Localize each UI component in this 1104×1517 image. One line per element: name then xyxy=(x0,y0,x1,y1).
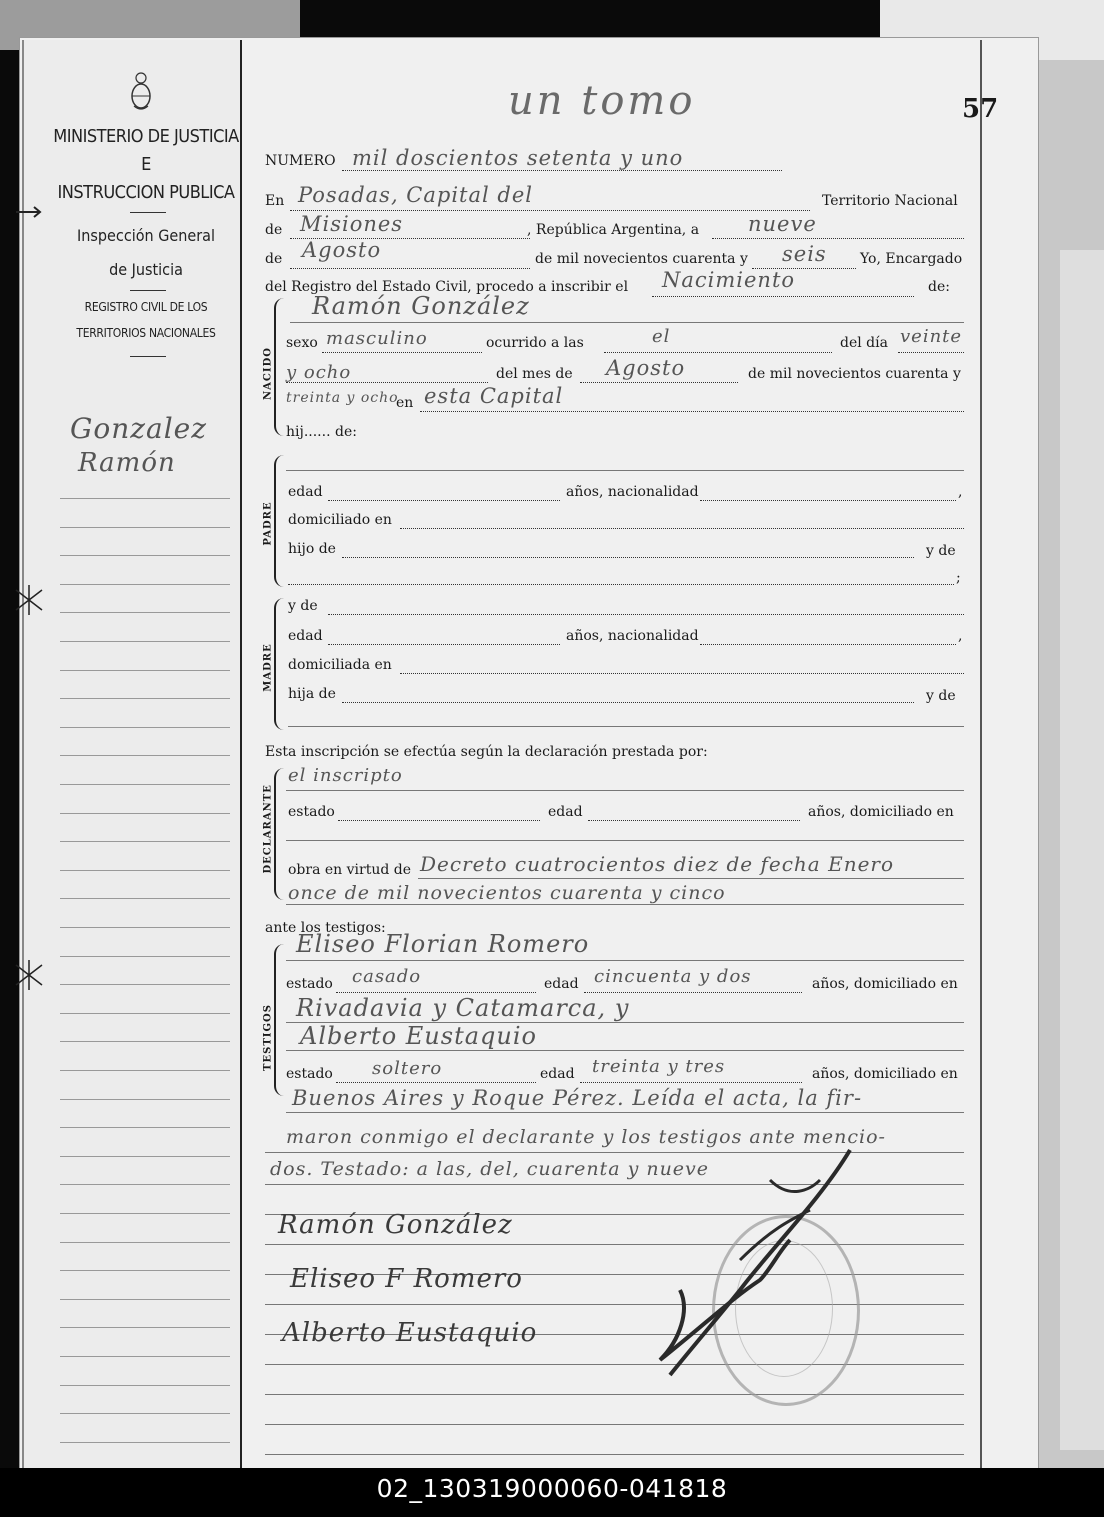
label-numero: NUMERO xyxy=(265,153,336,169)
column-divider xyxy=(240,40,242,1468)
hw-t2-dom: Buenos Aires y Roque Pérez. Leída el acta, la fir- xyxy=(292,1086,863,1110)
blank-line xyxy=(290,268,530,269)
margin-rule xyxy=(60,1013,230,1014)
blank-line xyxy=(342,702,914,703)
hw-obra-2: once de mil novecientos cuarenta y cinco xyxy=(288,882,726,904)
label-ocurrido: ocurrido a las xyxy=(486,335,584,351)
header-divider xyxy=(130,212,166,213)
section-brace xyxy=(274,455,286,587)
hw-mes: Agosto xyxy=(302,238,382,262)
hw-dia-nac-2: y ocho xyxy=(286,362,352,383)
label-anos-nac-madre: años, nacionalidad xyxy=(566,628,699,644)
blank-line xyxy=(322,352,482,353)
rule-line xyxy=(286,840,964,841)
label-en: En xyxy=(265,193,285,209)
label-ante: ante los testigos: xyxy=(265,920,386,936)
margin-rule xyxy=(60,1184,230,1185)
inspection-title: Inspección General xyxy=(77,226,215,245)
signature-rule xyxy=(265,1424,964,1425)
rule-line xyxy=(286,904,964,905)
margin-rule xyxy=(60,1041,230,1042)
top-scrawl: un tomo xyxy=(508,78,696,124)
rule-line xyxy=(286,470,964,471)
section-brace xyxy=(274,768,286,900)
margin-rule xyxy=(60,555,230,556)
label-domiciliada: domiciliada en xyxy=(288,657,392,673)
hw-acto: Nacimiento xyxy=(662,268,796,292)
signature-rule xyxy=(265,1394,964,1395)
label-hij-de: hij...... de: xyxy=(286,424,357,440)
label-anos-nac: años, nacionalidad xyxy=(566,484,699,500)
margin-rule xyxy=(60,870,230,871)
margin-rule xyxy=(60,527,230,528)
margin-rule xyxy=(60,755,230,756)
margin-given-name: Ramón xyxy=(78,448,176,478)
label-y-de: y de xyxy=(926,543,956,559)
blank-line xyxy=(338,820,540,821)
hw-t1-estado: casado xyxy=(352,966,422,987)
blank-line xyxy=(286,382,488,383)
section-label-padre: PADRE xyxy=(262,501,274,546)
binder-ring-icon xyxy=(14,205,44,219)
margin-rule xyxy=(60,1213,230,1214)
margin-surname: Gonzalez xyxy=(70,412,207,445)
hw-hora: el xyxy=(652,326,671,347)
section-brace xyxy=(274,598,286,730)
ministry-subtitle: INSTRUCCION PUBLICA xyxy=(57,182,235,203)
label-sexo: sexo xyxy=(286,335,318,351)
hw-dia: nueve xyxy=(748,212,817,236)
margin-rule xyxy=(60,612,230,613)
blank-line xyxy=(588,820,800,821)
hw-testigo1: Eliseo Florian Romero xyxy=(296,930,590,958)
label-anos-dom-t1: años, domiciliado en xyxy=(812,976,958,992)
margin-rule xyxy=(60,1270,230,1271)
signature-rule xyxy=(265,1454,964,1455)
label-edad-decl: edad xyxy=(548,804,583,820)
label-yo-encargado: Yo, Encargado xyxy=(860,251,963,267)
hw-t1-edad: cincuenta y dos xyxy=(594,966,752,987)
rule-line xyxy=(288,726,964,727)
margin-rule xyxy=(60,1327,230,1328)
rule-line xyxy=(290,322,964,323)
label-hijo-de: hijo de xyxy=(288,541,336,557)
margin-rule xyxy=(60,927,230,928)
binder-thread-icon xyxy=(14,960,44,990)
hw-t2-estado: soltero xyxy=(372,1058,443,1079)
blank-line xyxy=(342,557,914,558)
label-de: de xyxy=(265,222,283,238)
blank-line xyxy=(288,584,954,585)
hw-territorio: Misiones xyxy=(300,212,404,236)
margin-rule xyxy=(60,584,230,585)
signature-declarante: Ramón González xyxy=(278,1210,513,1240)
hw-nombre: Ramón González xyxy=(312,292,530,320)
margin-rule xyxy=(60,698,230,699)
hw-cierre-2: dos. Testado: a las, del, cuarenta y nueve xyxy=(270,1158,710,1180)
hw-t2-edad: treinta y tres xyxy=(592,1056,726,1077)
left-margin-column xyxy=(22,40,240,1468)
margin-rule xyxy=(60,1127,230,1128)
label-hija-de: hija de xyxy=(288,686,336,702)
officer-signature-icon xyxy=(620,1140,870,1390)
ministry-conjunction: E xyxy=(141,154,151,175)
blank-line xyxy=(328,644,560,645)
label-de-colon: de: xyxy=(928,279,950,295)
background-edge-light xyxy=(1060,250,1104,1450)
section-label-declarante: DECLARANTE xyxy=(262,784,274,874)
section-label-nacido: NACIDO xyxy=(262,347,274,400)
ministry-title: MINISTERIO DE JUSTICIA xyxy=(53,126,239,147)
blank-line xyxy=(400,528,964,529)
label-de2: de xyxy=(265,251,283,267)
header-divider xyxy=(130,290,166,291)
margin-rule xyxy=(60,841,230,842)
hw-mes-nac: Agosto xyxy=(606,356,686,380)
label-del-dia: del día xyxy=(840,335,888,351)
image-caption: 02_130319000060-041818 xyxy=(376,1474,728,1503)
label-republica: , República Argentina, a xyxy=(527,222,700,238)
blank-line xyxy=(336,992,536,993)
label-domiciliado: domiciliado en xyxy=(288,512,392,528)
blank-line xyxy=(712,238,964,239)
signature-testigo2: Alberto Eustaquio xyxy=(282,1318,538,1348)
hw-lugar: esta Capital xyxy=(424,384,564,408)
label-anos-dom-t2: años, domiciliado en xyxy=(812,1066,958,1082)
signature-testigo1: Eliseo F Romero xyxy=(290,1264,523,1294)
hw-sexo: masculino xyxy=(326,328,428,349)
label-estado-t1: estado xyxy=(286,976,333,992)
section-label-testigos: TESTIGOS xyxy=(262,1004,274,1071)
blank-line xyxy=(342,170,782,171)
margin-rule xyxy=(60,727,230,728)
margin-rule xyxy=(60,956,230,957)
section-brace xyxy=(274,298,286,436)
hw-obra: Decreto cuatrocientos diez de fecha Enero xyxy=(420,852,895,876)
blank-line xyxy=(700,500,956,501)
margin-rule xyxy=(60,1442,230,1443)
blank-line xyxy=(328,500,560,501)
hw-declarante: el inscripto xyxy=(288,765,403,786)
margin-rule xyxy=(60,1385,230,1386)
rule-line xyxy=(418,878,964,879)
hw-anio-nac: treinta y ocho xyxy=(286,390,399,406)
left-border-line xyxy=(22,40,24,1468)
hw-dia-nac: veinte xyxy=(900,326,963,347)
label-estado: estado xyxy=(288,804,335,820)
label-comma: , xyxy=(958,484,963,500)
blank-line xyxy=(336,1082,536,1083)
label-mil-nov-y: de mil novecientos cuarenta y xyxy=(748,366,961,382)
margin-rule xyxy=(60,1413,230,1414)
hw-numero: mil doscientos setenta y uno xyxy=(352,146,684,170)
blank-line xyxy=(580,1082,802,1083)
label-del-mes: del mes de xyxy=(496,366,573,382)
registry-title: REGISTRO CIVIL DE LOS xyxy=(84,300,208,314)
label-edad-t1: edad xyxy=(544,976,579,992)
blank-line xyxy=(700,644,956,645)
margin-rule xyxy=(60,641,230,642)
margin-rule xyxy=(60,498,230,499)
margin-rule xyxy=(60,670,230,671)
hw-anio: seis xyxy=(782,242,827,266)
inspection-subtitle: de Justicia xyxy=(109,260,183,279)
margin-rule xyxy=(60,1099,230,1100)
blank-line xyxy=(604,352,832,353)
label-estado-t2: estado xyxy=(286,1066,333,1082)
margin-rule xyxy=(60,1070,230,1071)
rule-line xyxy=(286,1050,964,1051)
label-anos-dom: años, domiciliado en xyxy=(808,804,954,820)
label-edad-madre: edad xyxy=(288,628,323,644)
label-y-de-hija: y de xyxy=(926,688,956,704)
margin-rule xyxy=(60,813,230,814)
label-en-lower: en xyxy=(396,395,414,411)
rule-line xyxy=(286,1112,964,1113)
label-obra: obra en virtud de xyxy=(288,862,412,878)
binder-thread-icon xyxy=(14,585,44,615)
blank-line xyxy=(898,352,964,353)
margin-rule xyxy=(60,898,230,899)
registry-subtitle: TERRITORIOS NACIONALES xyxy=(76,326,216,340)
blank-line xyxy=(420,411,964,412)
rule-line xyxy=(286,790,964,791)
label-esta-inscripcion: Esta inscripción se efectúa según la declaración prestada por: xyxy=(265,744,708,760)
hw-en: Posadas, Capital del xyxy=(298,183,533,207)
coat-of-arms-icon xyxy=(128,72,154,112)
margin-rule xyxy=(60,1356,230,1357)
label-territorio: Territorio Nacional xyxy=(822,193,958,209)
section-brace xyxy=(274,944,286,1096)
label-semicolon: ; xyxy=(956,570,961,586)
label-mil-nov: de mil novecientos cuarenta y xyxy=(535,251,748,267)
margin-rule xyxy=(60,1242,230,1243)
section-label-madre: MADRE xyxy=(262,643,274,692)
margin-rule xyxy=(60,1156,230,1157)
label-edad: edad xyxy=(288,484,323,500)
label-y-de-madre: y de xyxy=(288,598,318,614)
blank-line xyxy=(400,673,964,674)
margin-rule xyxy=(60,1299,230,1300)
label-edad-t2: edad xyxy=(540,1066,575,1082)
header-divider xyxy=(130,356,166,357)
rule-line xyxy=(286,960,964,961)
margin-rule xyxy=(60,784,230,785)
hw-cierre-1: maron conmigo el declarante y los testigos ante mencio- xyxy=(286,1126,886,1148)
label-comma-madre: , xyxy=(958,628,963,644)
right-border-line xyxy=(980,40,982,1468)
page-number: 57 xyxy=(962,94,999,124)
blank-line xyxy=(652,296,914,297)
margin-rule xyxy=(60,984,230,985)
hw-testigo2: Alberto Eustaquio xyxy=(300,1022,537,1050)
blank-line xyxy=(580,382,738,383)
blank-line xyxy=(290,210,810,211)
hw-t1-dom: Rivadavia y Catamarca, y xyxy=(296,994,630,1022)
blank-line xyxy=(584,992,802,993)
blank-line xyxy=(328,614,964,615)
label-del-registro: del Registro del Estado Civil, procedo a inscribir el xyxy=(265,279,629,295)
